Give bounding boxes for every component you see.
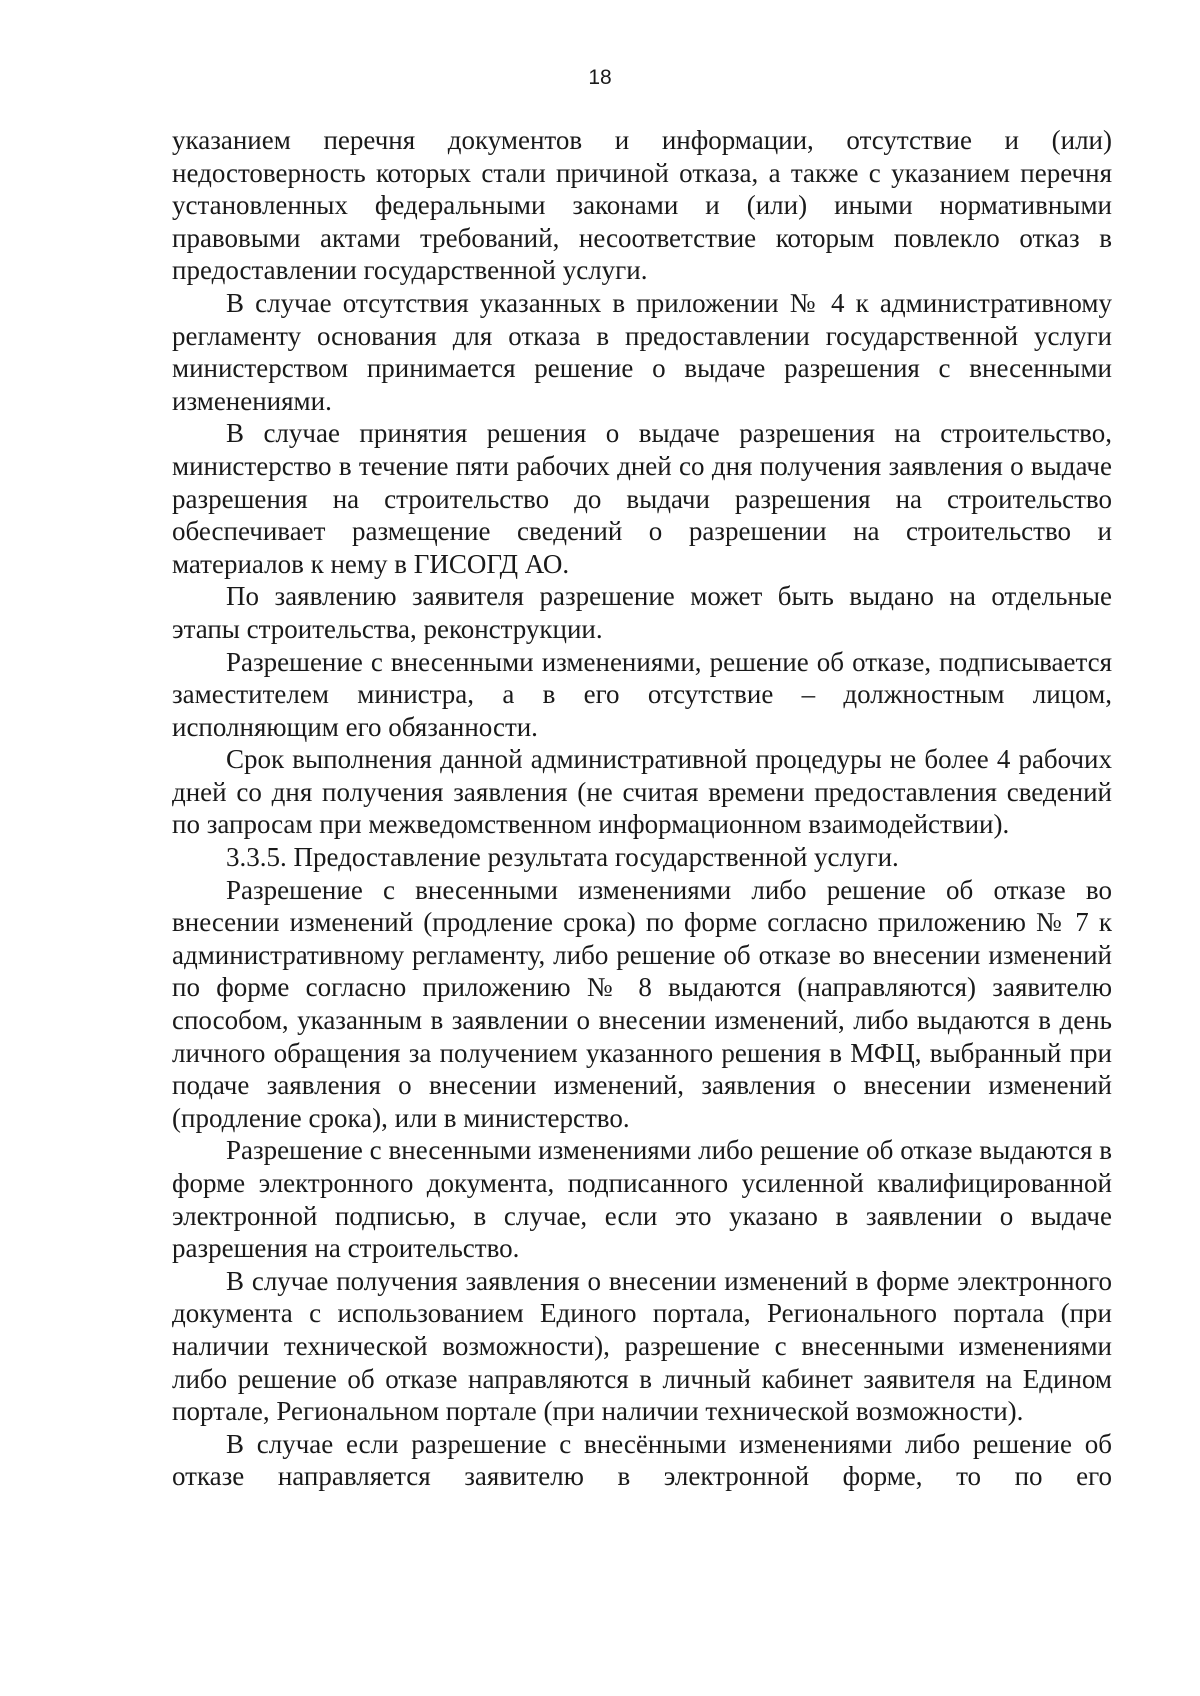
paragraph: В случае получения заявления о внесении изменений в форме электронного документа с использованием Единого портала, Регионального портала (при наличии технической возможности), разрешение с внесенными изменениями либо решение об отказе направляются в личный кабинет заявителя на Едином портале, Региональном портале (при наличии технической возможности). xyxy=(172,1265,1112,1427)
paragraph: По заявлению заявителя разрешение может быть выдано на отдельные этапы строительства, реконструкции. xyxy=(172,581,1112,644)
paragraph: указанием перечня документов и информации, отсутствие и (или) недостоверность которых стали причиной отказа, а также с указанием перечня установленных федеральными законами и (или) иными нормативными правовыми актами требований, несоответствие которым повлекло отказ в предоставлении государственной услуги. xyxy=(172,125,1112,286)
paragraph: В случае принятия решения о выдаче разрешения на строительство, министерство в течение пяти рабочих дней со дня получения заявления о выдаче разрешения на строительство до выдачи разрешения на строительство обеспечивает размещение сведений о разрешении на строительство и материалов к нему в ГИСОГД АО. xyxy=(172,418,1112,579)
document-body xyxy=(172,124,1112,1493)
paragraph: Срок выполнения данной административной процедуры не более 4 рабочих дней со дня получения заявления (не считая времени предоставления сведений по запросам при межведомственном информационном взаимодействии). xyxy=(172,744,1112,840)
paragraph: Разрешение с внесенными изменениями, решение об отказе, подписывается заместителем министра, а в его отсутствие – должностным лицом, исполняющим его обязанности. xyxy=(172,646,1112,742)
page-number: 18 xyxy=(588,66,612,89)
paragraph: В случае отсутствия указанных в приложении № 4 к административному регламенту основания для отказа в предоставлении государственной услуги министерством принимается решение о выдаче разрешения с внесенными изменениями. xyxy=(172,287,1112,416)
section-heading: 3.3.5. Предоставление результата государственной услуги. xyxy=(226,842,899,873)
paragraph: Разрешение с внесенными изменениями либо решение об отказе во внесении изменений (продление срока) по форме согласно приложению № 7 к административному регламенту, либо решение об отказе во внесении изменений по форме согласно приложению № 8 выдаются (направляются) заявителю способом, указанным в заявлении о внесении изменений, либо выдаются в день личного обращения за получением указанного решения в МФЦ, выбранный при подаче заявления о внесении изменений, заявления о внесении изменений (продление срока), или в министерство. xyxy=(172,874,1112,1133)
paragraph: В случае если разрешение с внесёнными изменениями либо решение об отказе направляется заявителю в электронной форме, то по его xyxy=(172,1428,1112,1492)
paragraph: Разрешение с внесенными изменениями либо решение об отказе выдаются в форме электронного документа, подписанного усиленной квалифицированной электронной подписью, в случае, если это указано в заявлении о выдаче разрешения на строительство. xyxy=(172,1135,1112,1264)
